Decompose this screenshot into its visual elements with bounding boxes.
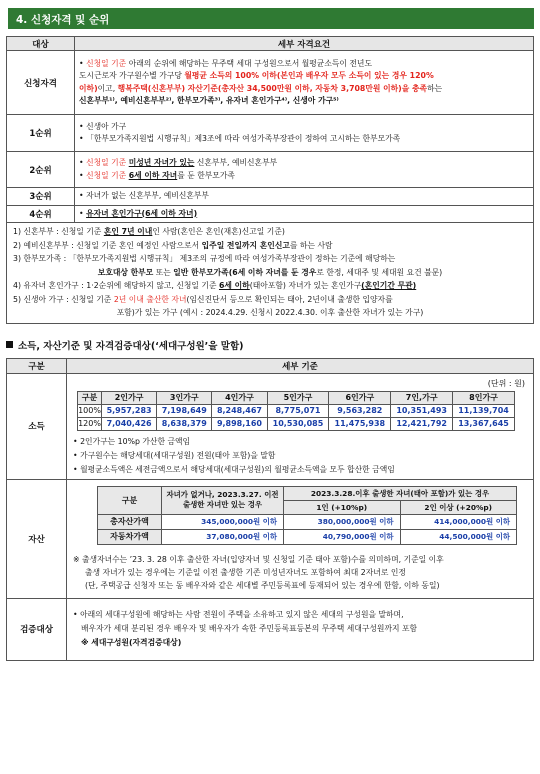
income-value-cell: 11,475,938 xyxy=(329,417,391,430)
income-header-cell: 3인가구 xyxy=(157,391,212,404)
income-bullet-1: • 2인가구는 10%p 가산한 금액임 xyxy=(73,436,191,446)
rank2-line-1: • 신청일 기준 미성년 자녀가 있는 신혼부부, 예비신혼부부 xyxy=(79,158,278,167)
income-header-cell: 5인가구 xyxy=(267,391,329,404)
footnote-3: 3) 한부모가족 : 「한부모가족지원법 시행규칙」 제3조의 규정에 따라 여성가족부장관이 정하는 기준에 해당하는 xyxy=(13,254,396,263)
income-value-cell: 5,957,283 xyxy=(102,404,157,417)
footnote-1: 1) 신혼부부 : 신청일 기준 혼인 7년 이내인 사람(혼인은 혼인(재혼)신고일 기준) xyxy=(13,227,285,236)
qualification-detail xyxy=(75,51,534,115)
qualification-line-3: 이하)이고, 행복주택(신혼부부) 자산기준(총자산 34,500만원 이하, 자동차 3,708만원 이하)을 충족하는 xyxy=(79,83,443,93)
income-header-cell: 2인가구 xyxy=(102,391,157,404)
row-label-verify: 검증대상 xyxy=(7,598,67,660)
assets-car-nochild: 37,080,000원 이하 xyxy=(162,529,284,544)
rank1-detail: • 신생아 가구 • 「한부모가족지원법 시행규칙」제3조에 따라 여성가족부장관이 정하여 고시하는 한부모가족 xyxy=(75,115,534,152)
verify-line-2: 배우자가 세대 분리된 경우 배우자 및 배우자가 속한 주민등록표등본의 무주택 세대구성원까지 포함 xyxy=(81,624,418,633)
income-value-cell: 10,351,493 xyxy=(391,404,453,417)
row-label-income: 소득 xyxy=(7,373,67,479)
income-value-cell: 9,898,160 xyxy=(212,417,267,430)
col-detail-header-2: 세부 기준 xyxy=(67,358,534,373)
income-bullet-2: • 가구원수는 해당세대(세대구성원) 전원(태아 포함)을 말함 xyxy=(73,450,276,460)
income-row-label: 120% xyxy=(78,419,101,428)
income-header-cell: 4인가구 xyxy=(212,391,267,404)
rank3-line-1: 자녀가 없는 신혼부부, 예비신혼부부 xyxy=(86,191,209,200)
income-row-label: 100% xyxy=(78,406,101,415)
assets-car-one: 40,790,000원 이하 xyxy=(284,529,401,544)
income-value-cell: 11,139,704 xyxy=(453,404,515,417)
assets-note xyxy=(67,545,533,598)
assets-note-line-3: (단, 주택공급 신청자 또는 동 배우자와 같은 세대별 주민등록표에 등재되어 있는 경우에 한함, 이하 동일) xyxy=(85,580,440,590)
footnote-4: 4) 유자녀 혼인가구 : 1·2순위에 해당하지 않고, 신청일 기준 6세 이하(태아포함) 자녀가 있는 혼인가구(혼인기간 무관) xyxy=(13,281,417,290)
square-bullet-icon xyxy=(6,341,13,348)
row-label-rank1: 1순위 xyxy=(7,115,75,152)
assets-table xyxy=(97,486,517,545)
income-detail xyxy=(67,373,534,479)
income-value-cell: 10,530,085 xyxy=(267,417,329,430)
income-value-cell: 8,775,071 xyxy=(267,404,329,417)
income-header-cell: 구분 xyxy=(78,391,102,404)
income-header-cell: 6인가구 xyxy=(329,391,391,404)
income-unit: (단위 : 원) xyxy=(487,378,525,388)
income-value-cell: 7,198,649 xyxy=(157,404,212,417)
assets-nochild-header: 자녀가 없거나, 2023.3.27. 이전 출생한 자녀만 있는 경우 xyxy=(162,486,284,514)
rank2-detail xyxy=(75,152,534,188)
rank1-line-1: 신생아 가구 xyxy=(86,121,127,131)
qualification-table: 대상 세부 자격요건 신청자격 • 신청일 기준 아래의 순위에 해당하는 무주택 세대 구성원으로서 월평균소득이 전년도 도시근로자 가구원수별 가구당 월평균 소득의 100% 이하(본인과 배우자 모두 소득이 있는 경우 120% 이하)이고, 행복주택(신혼부부) 자산기준(총자산 34,500만원 이하, 자동차 3,708만원 이하)을 충족하는 신혼부부¹⁾, 예비신혼부부²⁾, 한부모가족³⁾, 유자녀 혼인가구⁴⁾, 신생아 가구⁵⁾ 1순위 • 신생아 가구 • 「한부모가족지원법 시행규칙」제3조에 따라 여성가족부장관이 정하여 고시하는 한부모가족 2순위 • 신청일 기준 미성년 자녀가 있는 신혼부부, 예비신혼부부 • 신청일 기준 6세 이하 자녀를 둔 한부모가족 3순위 • 자녀가 없는 신혼부부, 예비신혼부부 4순위 • 유자녀 혼인가구(6세 이하 자녀) xyxy=(6,36,534,223)
col-target-header: 대상 xyxy=(7,37,75,51)
qualification-line-1: • 신청일 기준 아래의 순위에 해당하는 무주택 세대 구성원으로서 월평균소득이 전년도 xyxy=(79,58,372,68)
income-row xyxy=(78,404,515,417)
assets-type-header: 구분 xyxy=(98,486,162,514)
section-title-income-assets: 소득, 자산기준 및 자격검증대상(‘세대구성원’을 말함) xyxy=(6,338,534,352)
rank1-line-2: 「한부모가족지원법 시행규칙」제3조에 따라 여성가족부장관이 정하여 고시하는 한부모가족 xyxy=(86,134,401,143)
row-label-assets: 자산 xyxy=(7,479,67,598)
income-assets-table xyxy=(6,358,534,661)
income-value-cell: 9,563,282 xyxy=(329,404,391,417)
rank4-line-1: 유자녀 혼인가구(6세 이하 자녀) xyxy=(86,208,198,218)
income-row xyxy=(78,417,515,430)
income-value-cell: 8,638,379 xyxy=(157,417,212,430)
assets-row-total-label: 총자산가액 xyxy=(98,514,162,529)
income-value-cell: 7,040,426 xyxy=(102,417,157,430)
assets-child-header: 2023.3.28.이후 출생한 자녀(태아 포함)가 있는 경우 xyxy=(284,486,517,500)
assets-row-car-label: 자동차가액 xyxy=(98,529,162,544)
section-header-qualification: 4. 신청자격 및 순위 xyxy=(8,8,534,29)
footnote-2: 2) 예비신혼부부 : 신청일 기준 혼인 예정인 사람으로서 입주일 전일까지 혼인신고를 하는 사람 xyxy=(13,240,333,250)
income-table xyxy=(77,391,515,431)
footnote-5-cont: 포함)가 있는 가구 (예시 : 2024.4.29. 신청시 2022.4.30. 이후 출산한 자녀가 있는 가구) xyxy=(116,308,424,317)
row-label-rank4: 4순위 xyxy=(7,205,75,223)
col-detail-header: 세부 자격요건 xyxy=(75,37,534,51)
qualification-footnotes xyxy=(6,223,534,324)
footnote-3-cont: 보호대상 한부모 또는 일반 한부모가족(6세 이하 자녀를 둔 경우로 한정, 세대주 및 세대원 요건 불문) xyxy=(97,267,443,277)
income-value-cell: 8,248,467 xyxy=(212,404,267,417)
row-label-rank2: 2순위 xyxy=(7,152,75,188)
assets-total-two: 414,000,000원 이하 xyxy=(400,514,517,529)
row-label-rank3: 3순위 xyxy=(7,188,75,206)
assets-total-nochild: 345,000,000원 이하 xyxy=(162,514,284,529)
qualification-line-2: 도시근로자 가구원수별 가구당 월평균 소득의 100% 이하(본인과 배우자 모두 소득이 있는 경우 120% xyxy=(79,71,434,80)
assets-note-line-2: 출생 자녀가 있는 경우에는 기준일 이전 출생한 기존 미성년자녀도 포함하여 최대 2자녀로 인정 xyxy=(85,567,406,577)
rank2-line-2: • 신청일 기준 6세 이하 자녀를 둔 한부모가족 xyxy=(79,170,235,180)
col-type-header: 구분 xyxy=(7,358,67,373)
income-header-cell: 7인,가구 xyxy=(391,391,453,404)
row-label-qualification: 신청자격 xyxy=(7,51,75,115)
verify-detail xyxy=(67,598,534,660)
qualification-line-4: 신혼부부¹⁾, 예비신혼부부²⁾, 한부모가족³⁾, 유자녀 혼인가구⁴⁾, 신생아 가구⁵⁾ xyxy=(79,96,339,105)
income-bullet-3: • 월평균소득액은 세전금액으로서 해당세대(세대구성원)의 월평균소득액을 모두 합산한 금액임 xyxy=(73,464,395,474)
income-header-cell: 8인가구 xyxy=(453,391,515,404)
verify-line-3: ※ 세대구성원(자격검증대상) xyxy=(81,638,182,647)
assets-car-two: 44,500,000원 이하 xyxy=(400,529,517,544)
verify-line-1: • 아래의 세대구성원에 해당하는 사람 전원이 주택을 소유하고 있지 않은 세대의 구성원을 말하며, xyxy=(73,610,404,619)
footnote-5: 5) 신생아 가구 : 신청일 기준 2년 이내 출산한 자녀(임신진단서 등으로 확인되는 태아, 2년이내 출생한 입양자를 xyxy=(13,294,393,304)
assets-note-line-1: ※ 출생자녀수는 ’23. 3. 28 이후 출산한 자녀(입양자녀 및 신청일 기준 태아 포함)수를 의미하며, 기준일 이후 xyxy=(73,554,444,564)
assets-detail xyxy=(67,479,534,598)
assets-total-one: 380,000,000원 이하 xyxy=(284,514,401,529)
income-value-cell: 13,367,645 xyxy=(453,417,515,430)
assets-two-child-header: 2인 이상 (+20%p) xyxy=(400,500,517,514)
income-bullets xyxy=(67,431,533,479)
income-value-cell: 12,421,792 xyxy=(391,417,453,430)
assets-one-child-header: 1인 (+10%p) xyxy=(284,500,401,514)
